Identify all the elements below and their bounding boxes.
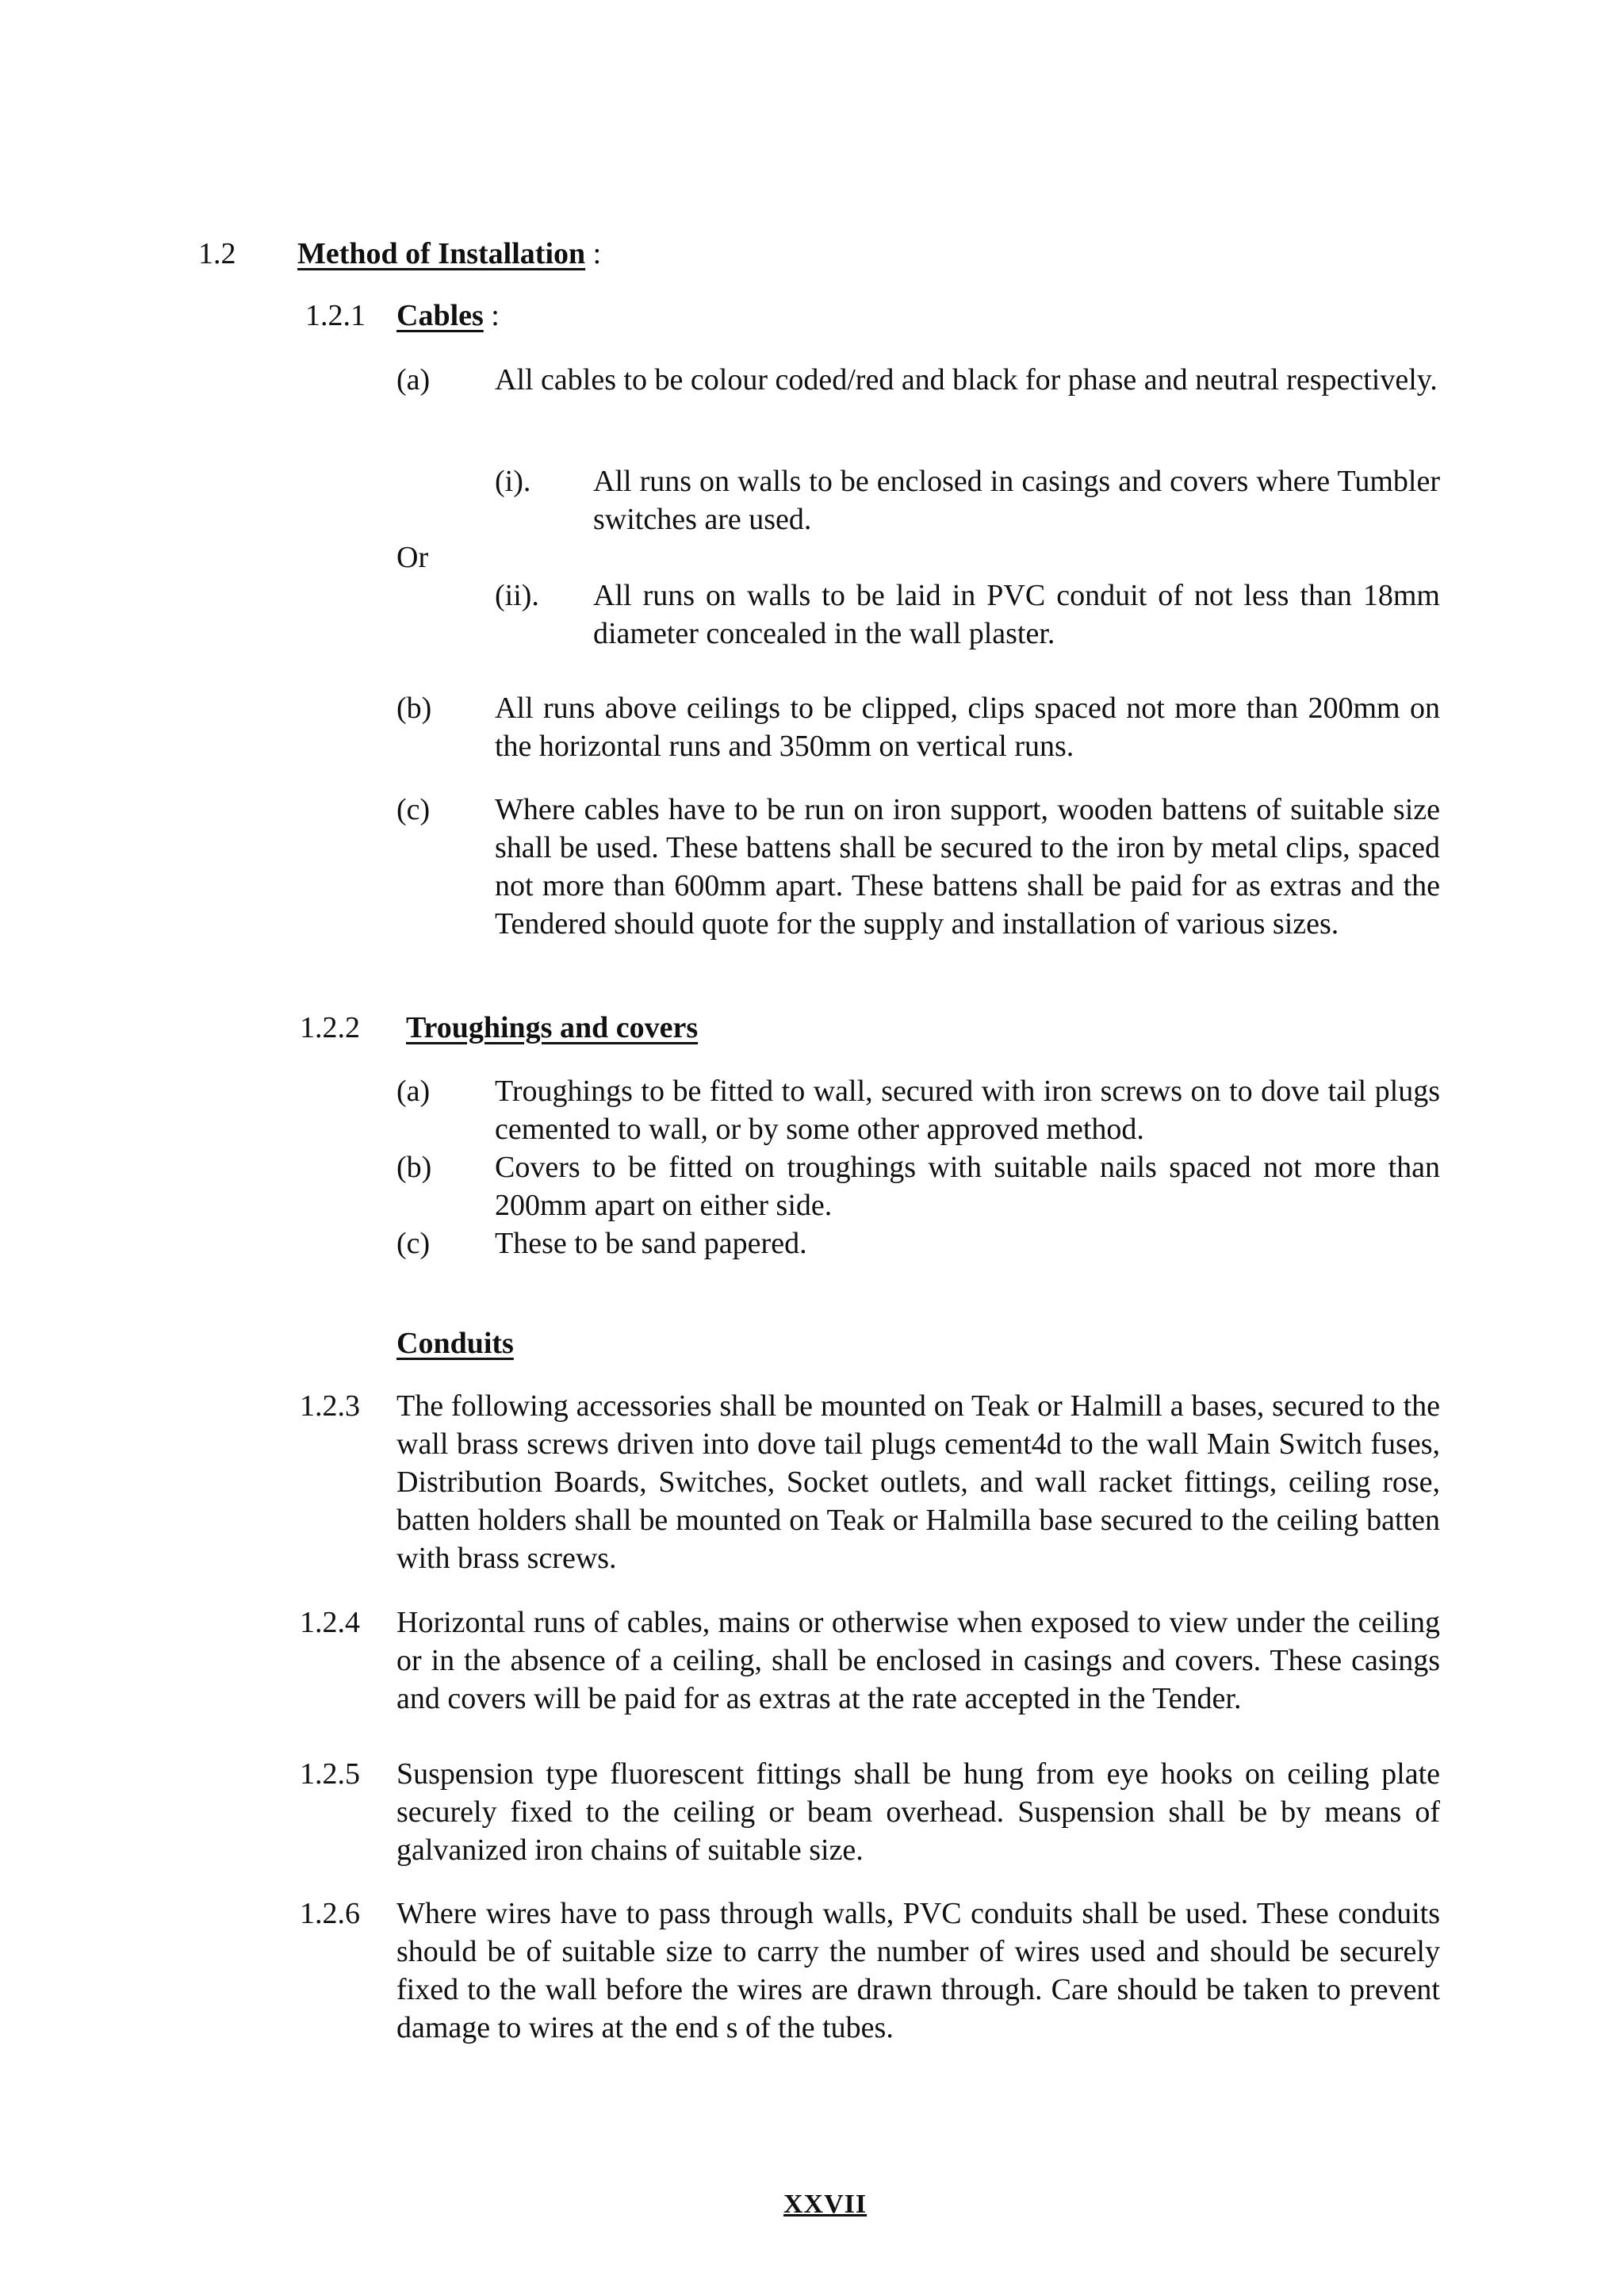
cables-heading	[396, 297, 500, 335]
section-title: Method of Installation	[297, 237, 586, 270]
troughings-a-text: Troughings to be fitted to wall, secured with iron screws on to dove tail plugs cemented to wall, or by some other approved method.	[495, 1075, 1440, 1146]
section-number: 1.2	[198, 237, 236, 270]
conduits-p5-text: Suspension type fluorescent fittings shall be hung from eye hooks on ceiling plate securely fixed to the ceiling or beam overhead. Suspension shall be by means of galvanized iron chains of suitable size.	[396, 1757, 1440, 1867]
cables-c-text: Where cables have to be run on iron support, wooden battens of suitable size shall be used. These battens shall be secured to the iron by metal clips, spaced not more than 600mm apart. These battens shall be paid for as extras and the Tendered should quote for the supply and installation of various sizes.	[495, 793, 1440, 941]
cables-number: 1.2.1	[305, 299, 366, 332]
cables-ii-label: (ii).	[495, 579, 539, 612]
conduits-title: Conduits	[396, 1327, 514, 1360]
cables-or: Or	[396, 541, 429, 574]
cables-a-label: (a)	[396, 363, 431, 397]
cables-b-text: All runs above ceilings to be clipped, clips spaced not more than 200mm on the horizontal runs and 350mm on vertical runs.	[495, 692, 1440, 763]
cables-c-label: (c)	[396, 793, 431, 826]
cables-i-label: (i).	[495, 465, 531, 498]
page-number: XXVII	[783, 2190, 868, 2219]
troughings-number: 1.2.2	[300, 1011, 360, 1044]
cables-i-text: All runs on walls to be enclosed in casings and covers where Tumbler switches are used.	[593, 465, 1440, 536]
troughings-c-label: (c)	[396, 1227, 431, 1260]
troughings-a-label: (a)	[396, 1075, 431, 1108]
cables-b-label: (b)	[396, 692, 432, 725]
conduits-p4-number: 1.2.4	[300, 1606, 360, 1639]
conduits-p3-text: The following accessories shall be mounted on Teak or Halmill a bases, secured to the wall brass screws driven into dove tail plugs cement4d to the wall Main Switch fuses, Distribution Boards, Switches, Socket outlets, and wall racket fittings, ceiling rose, batten holders shall be mounted on Teak or Halmilla base secured to the ceiling batten with brass screws.	[396, 1389, 1440, 1575]
cables-title-suffix: :	[483, 299, 500, 332]
conduits-p6-number: 1.2.6	[300, 1897, 360, 1930]
conduits-p6-text: Where wires have to pass through walls, PVC conduits shall be used. These conduits should be of suitable size to carry the number of wires used and should be securely fixed to the wall before the wires are drawn through. Care should be taken to prevent damage to wires at the end s of the tubes.	[396, 1897, 1440, 2044]
troughings-c-text: These to be sand papered.	[495, 1227, 807, 1260]
troughings-title: Troughings and covers	[406, 1011, 699, 1044]
cables-ii-text: All runs on walls to be laid in PVC conduit of not less than 18mm diameter concealed in the wall plaster.	[593, 579, 1440, 650]
cables-title: Cables	[396, 299, 484, 332]
conduits-p5-number: 1.2.5	[300, 1757, 360, 1791]
section-title-suffix: :	[585, 237, 602, 270]
troughings-b-label: (b)	[396, 1151, 432, 1184]
conduits-p3-number: 1.2.3	[300, 1389, 360, 1423]
cables-a-text: All cables to be colour coded/red and black for phase and neutral respectively.	[495, 363, 1438, 397]
troughings-b-text: Covers to be fitted on troughings with suitable nails spaced not more than 200mm apart on either side.	[495, 1151, 1440, 1222]
conduits-p4-text: Horizontal runs of cables, mains or otherwise when exposed to view under the ceiling or in the absence of a ceiling, shall be enclosed in casings and covers. These casings and covers will be paid for as extras at the rate accepted in the Tender.	[396, 1606, 1440, 1715]
section-heading	[297, 235, 601, 273]
